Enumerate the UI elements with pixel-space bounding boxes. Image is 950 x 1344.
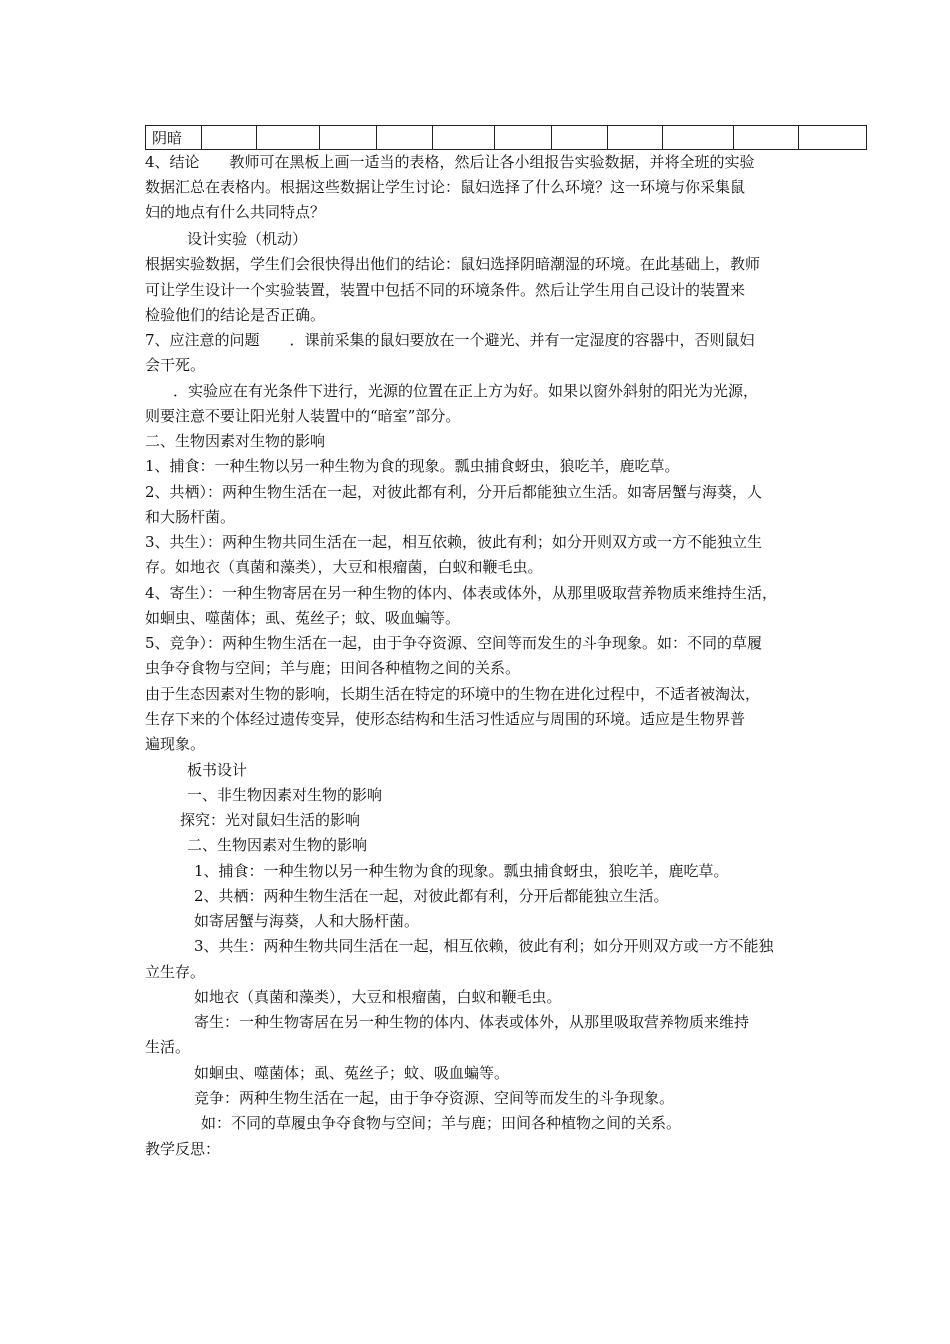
list-item: 虫争夺食物与空间；羊与鹿；田间各种植物之间的关系。	[145, 659, 521, 677]
list-item: 和大肠杆菌。	[145, 508, 236, 526]
row-label-cell: 阴暗	[146, 126, 202, 150]
table-cell	[201, 126, 257, 150]
table-cell	[495, 126, 552, 150]
board-line: 探究：光对鼠妇生活的影响	[180, 811, 361, 829]
paragraph-line: 遍现象。	[145, 735, 206, 753]
list-item: 1、捕食：一种生物以另一种生物为食的现象。瓢虫捕食蚜虫，狼吃羊，鹿吃草。	[145, 457, 680, 475]
board-line: 如地衣（真菌和藻类），大豆和根瘤菌，白蚁和鞭毛虫。	[194, 988, 562, 1006]
board-line: 寄生：一种生物寄居在另一种生物的体内、体表或体外，从那里吸取营养物质来维持	[194, 1013, 750, 1031]
table-cell	[734, 126, 799, 150]
conclusion-line-2: 数据汇总在表格内。根据这些数据让学生讨论：鼠妇选择了什么环境？这一环境与你采集鼠	[145, 178, 746, 196]
paragraph-line: 生存下来的个体经过遗传变异，使形态结构和生活习性适应与周围的环境。适应是生物界普	[145, 710, 746, 728]
table-cell	[257, 126, 320, 150]
paragraph-line: 由于生态因素对生物的影响，长期生活在特定的环境中的生物在进化过程中，不适者被淘汰，	[145, 685, 761, 703]
list-item: 5、竞争）：两种生物生活在一起，由于争夺资源、空间等而发生的斗争现象。如：不同的草履	[145, 634, 763, 652]
list-item: 4、寄生）：一种生物寄居在另一种生物的体内、体表或体外，从那里吸取营养物质来维持生活，	[145, 584, 778, 602]
board-line: 二、生物因素对生物的影响	[187, 836, 368, 854]
table-cell	[552, 126, 608, 150]
paragraph-line: 根据实验数据，学生们会很快得出他们的结论：鼠妇选择阴暗潮湿的环境。在此基础上，教师	[145, 255, 761, 273]
list-item: 存。如地衣（真菌和藻类），大豆和根瘤菌，白蚁和鞭毛虫。	[145, 558, 543, 576]
board-line: 竞争：两种生物生活在一起，由于争夺资源、空间等而发生的斗争现象。	[194, 1089, 675, 1107]
paragraph-line: ．实验应在有光条件下进行，光源的位置在正上方为好。如果以窗外斜射的阳光为光源，	[173, 382, 759, 400]
reflection-heading: 教学反思：	[145, 1140, 221, 1158]
board-line: 如：不同的草履虫争夺食物与空间；羊与鹿；田间各种植物之间的关系。	[201, 1114, 682, 1132]
list-item: 如蛔虫、噬菌体；虱、菟丝子；蚊、吸血蝙等。	[145, 609, 461, 627]
section-heading: 板书设计	[187, 761, 248, 779]
table-cell	[799, 126, 867, 150]
section-heading: 二、生物因素对生物的影响	[145, 432, 326, 450]
table-cell	[607, 126, 663, 150]
section-heading: 设计实验（机动）	[187, 230, 308, 248]
list-item: 2、共栖）：两种生物生活在一起，对彼此都有利，分开后都能独立生活。如寄居蟹与海葵，人	[145, 483, 763, 501]
board-line: 一、非生物因素对生物的影响	[187, 786, 383, 804]
conclusion-line-3: 妇的地点有什么共同特点？	[145, 203, 326, 221]
paragraph-line: 7、应注意的问题 ．课前采集的鼠妇要放在一个避光、并有一定湿度的容器中，否则鼠妇	[145, 331, 755, 349]
paragraph-line: 检验他们的结论是否正确。	[145, 306, 326, 324]
table-cell	[432, 126, 495, 150]
board-line: 如寄居蟹与海葵，人和大肠杆菌。	[194, 912, 420, 930]
table-cell	[320, 126, 377, 150]
board-line: 1、捕食：一种生物以另一种生物为食的现象。瓢虫捕食蚜虫，狼吃羊，鹿吃草。	[194, 862, 729, 880]
board-line: 如蛔虫、噬菌体；虱、菟丝子；蚊、吸血蝙等。	[194, 1064, 510, 1082]
conclusion-line-1: 4、结论 教师可在黑板上画一适当的表格，然后让各小组报告实验数据，并将全班的实验	[145, 153, 755, 171]
table-cell	[376, 126, 432, 150]
paragraph-line: 可让学生设计一个实验装置，装置中包括不同的环境条件。然后让学生用自己设计的装置来	[145, 281, 746, 299]
board-line: 生活。	[145, 1038, 191, 1056]
data-table	[145, 125, 867, 150]
paragraph-line: 会干死。	[145, 356, 206, 374]
board-line: 立生存。	[145, 963, 206, 981]
board-line: 3、共生：两种生物共同生活在一起，相互依赖，彼此有利；如分开则双方或一方不能独	[194, 937, 774, 955]
list-item: 3、共生）：两种生物共同生活在一起，相互依赖，彼此有利；如分开则双方或一方不能独立生	[145, 533, 763, 551]
board-line: 2、共栖：两种生物生活在一起，对彼此都有利，分开后都能独立生活。	[194, 887, 669, 905]
table-row	[146, 126, 867, 150]
table-cell	[663, 126, 734, 150]
paragraph-line: 则要注意不要让阳光射人装置中的“暗室”部分。	[145, 407, 461, 425]
